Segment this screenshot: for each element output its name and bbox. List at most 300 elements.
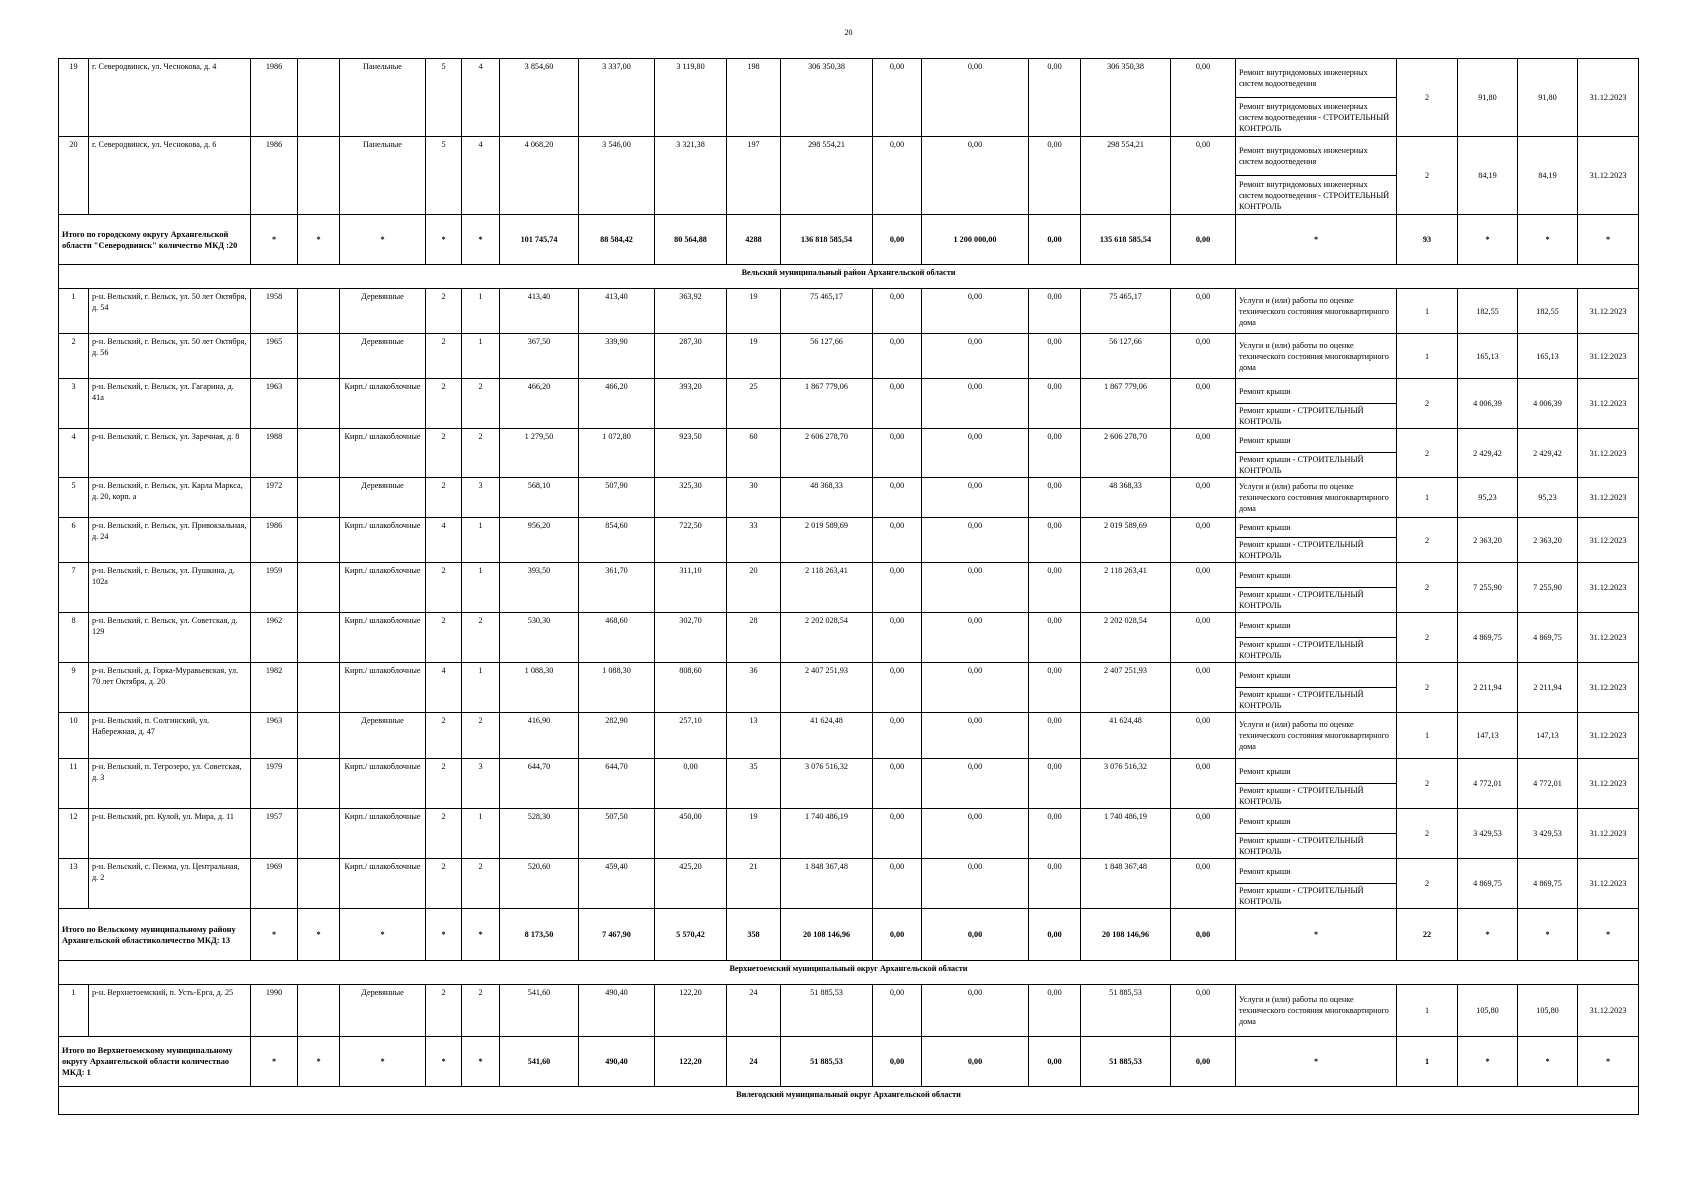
page-number: 20 — [844, 28, 853, 37]
floors-cell: * — [426, 1037, 462, 1087]
floors-cell: 2 — [426, 429, 462, 478]
total-cost-cell: 51 885,53 — [781, 1037, 873, 1087]
living-area-cell: 722,50 — [655, 518, 727, 563]
federal-fund-cell: 0,00 — [873, 759, 922, 809]
work-types-cell — [1236, 429, 1397, 478]
row-number-cell: 7 — [59, 563, 89, 613]
work-count-cell: 2 — [1397, 859, 1458, 909]
federal-fund-cell: 0,00 — [873, 1037, 922, 1087]
federal-fund-cell: 0,00 — [873, 334, 922, 379]
unit-cost-cell: 3 429,53 — [1458, 809, 1518, 859]
local-budget-cell: 0,00 — [1029, 909, 1081, 961]
owners-funds-cell: 41 624,48 — [1081, 713, 1171, 759]
local-budget-cell: 0,00 — [1029, 613, 1081, 663]
total-cost-cell: 2 606 278,70 — [781, 429, 873, 478]
work-types-cell — [1236, 809, 1397, 859]
work-count-cell: 2 — [1397, 809, 1458, 859]
floors-cell: 2 — [426, 809, 462, 859]
regional-budget-cell: 0,00 — [922, 518, 1029, 563]
living-area-cell: 3 321,38 — [655, 137, 727, 215]
row-number-cell: 6 — [59, 518, 89, 563]
blank-cell: * — [298, 215, 340, 265]
regional-budget-cell: 0,00 — [922, 909, 1029, 961]
unit-cost-cell: 4 006,39 — [1458, 379, 1518, 429]
deadline-cell: 31.12.2023 — [1578, 613, 1639, 663]
residents-cell: 36 — [727, 663, 781, 713]
work-type-item: Ремонт крыши — [1239, 620, 1291, 630]
work-types-cell: * — [1236, 909, 1397, 961]
total-cost-cell: 2 118 263,41 — [781, 563, 873, 613]
local-budget-cell: 0,00 — [1029, 663, 1081, 713]
total-cost-cell: 2 407 251,93 — [781, 663, 873, 713]
deadline-cell: * — [1578, 909, 1639, 961]
federal-fund-cell: 0,00 — [873, 379, 922, 429]
living-area-cell: 325,30 — [655, 478, 727, 518]
year-cell: 1963 — [251, 379, 298, 429]
year-cell: * — [251, 215, 298, 265]
living-area-cell: 122,20 — [655, 1037, 727, 1087]
unit-cost-cell: 182,55 — [1458, 289, 1518, 334]
blank-cell — [298, 429, 340, 478]
owners-funds-cell: 1 848 367,48 — [1081, 859, 1171, 909]
table-row — [59, 429, 1639, 478]
unit-cost-cell: 2 429,42 — [1458, 429, 1518, 478]
floors-cell: 5 — [426, 137, 462, 215]
federal-fund-cell: 0,00 — [873, 215, 922, 265]
wall-material-cell: Кирп./ шлакоблочные — [340, 613, 426, 663]
wall-material-cell: * — [340, 1037, 426, 1087]
work-types-cell — [1236, 518, 1397, 563]
entrances-cell: 1 — [462, 563, 500, 613]
max-unit-cost-cell: * — [1518, 1037, 1578, 1087]
owners-funds-cell: 2 606 278,70 — [1081, 429, 1171, 478]
wall-material-cell: Деревянные — [340, 289, 426, 334]
residents-cell: 19 — [727, 334, 781, 379]
other-funds-cell: 0,00 — [1171, 859, 1236, 909]
living-area-cell: 363,92 — [655, 289, 727, 334]
premises-area-cell: 507,50 — [579, 809, 655, 859]
total-area-cell: 528,30 — [500, 809, 579, 859]
work-type-item: Ремонт крыши - СТРОИТЕЛЬНЫЙ КОНТРОЛЬ — [1236, 833, 1396, 858]
regional-budget-cell: 0,00 — [922, 859, 1029, 909]
blank-cell: * — [298, 909, 340, 961]
entrances-cell: 2 — [462, 379, 500, 429]
work-count-cell: 1 — [1397, 289, 1458, 334]
total-cost-cell: 1 867 779,06 — [781, 379, 873, 429]
floors-cell: 5 — [426, 59, 462, 137]
total-label: Итого по городскому округу Архангельской области "Северодвинск" количество МКД :20 — [59, 215, 251, 265]
work-types-cell — [1236, 613, 1397, 663]
other-funds-cell: 0,00 — [1171, 59, 1236, 137]
other-funds-cell: 0,00 — [1171, 1037, 1236, 1087]
blank-cell — [298, 759, 340, 809]
work-type-item: Ремонт крыши - СТРОИТЕЛЬНЫЙ КОНТРОЛЬ — [1236, 687, 1396, 712]
work-count-cell: 1 — [1397, 1037, 1458, 1087]
floors-cell: * — [426, 215, 462, 265]
year-cell: * — [251, 1037, 298, 1087]
blank-cell — [298, 809, 340, 859]
local-budget-cell: 0,00 — [1029, 137, 1081, 215]
row-number-cell: 12 — [59, 809, 89, 859]
work-type-item: Ремонт крыши - СТРОИТЕЛЬНЫЙ КОНТРОЛЬ — [1236, 637, 1396, 662]
residents-cell: 358 — [727, 909, 781, 961]
residents-cell: 33 — [727, 518, 781, 563]
federal-fund-cell: 0,00 — [873, 809, 922, 859]
entrances-cell: * — [462, 215, 500, 265]
total-row — [59, 1037, 1639, 1087]
unit-cost-cell: 95,23 — [1458, 478, 1518, 518]
owners-funds-cell: 51 885,53 — [1081, 985, 1171, 1037]
premises-area-cell: 339,90 — [579, 334, 655, 379]
residents-cell: 28 — [727, 613, 781, 663]
unit-cost-cell: 91,80 — [1458, 59, 1518, 137]
blank-cell — [298, 334, 340, 379]
max-unit-cost-cell: * — [1518, 909, 1578, 961]
address-cell: г. Северодвинск, ул. Чеснокова, д. 6 — [89, 137, 251, 215]
local-budget-cell: 0,00 — [1029, 563, 1081, 613]
other-funds-cell: 0,00 — [1171, 909, 1236, 961]
address-cell: р-н. Вельский, г. Вельск, ул. 50 лет Октября, д. 56 — [89, 334, 251, 379]
floors-cell: 2 — [426, 985, 462, 1037]
other-funds-cell: 0,00 — [1171, 809, 1236, 859]
premises-area-cell: 88 584,42 — [579, 215, 655, 265]
local-budget-cell: 0,00 — [1029, 985, 1081, 1037]
work-type-item: Ремонт внутридомовых инженерных систем водоотведения — [1239, 68, 1368, 88]
entrances-cell: 4 — [462, 137, 500, 215]
unit-cost-cell: 4 869,75 — [1458, 613, 1518, 663]
year-cell: 1988 — [251, 429, 298, 478]
work-types-cell — [1236, 563, 1397, 613]
federal-fund-cell: 0,00 — [873, 985, 922, 1037]
premises-area-cell: 459,40 — [579, 859, 655, 909]
table-row — [59, 759, 1639, 809]
other-funds-cell: 0,00 — [1171, 518, 1236, 563]
total-area-cell: 4 068,20 — [500, 137, 579, 215]
year-cell: 1982 — [251, 663, 298, 713]
work-type-item: Ремонт крыши - СТРОИТЕЛЬНЫЙ КОНТРОЛЬ — [1236, 587, 1396, 612]
work-type-item: Услуги и (или) работы по оценке технического состояния многоквартирного дома — [1239, 340, 1389, 372]
year-cell: 1986 — [251, 59, 298, 137]
year-cell: 1958 — [251, 289, 298, 334]
wall-material-cell: Панельные — [340, 59, 426, 137]
owners-funds-cell: 306 350,38 — [1081, 59, 1171, 137]
local-budget-cell: 0,00 — [1029, 59, 1081, 137]
entrances-cell: 2 — [462, 713, 500, 759]
year-cell: 1986 — [251, 137, 298, 215]
unit-cost-cell: * — [1458, 909, 1518, 961]
floors-cell: 2 — [426, 334, 462, 379]
work-count-cell: 2 — [1397, 518, 1458, 563]
floors-cell: 2 — [426, 713, 462, 759]
wall-material-cell: Кирп./ шлакоблочные — [340, 563, 426, 613]
total-area-cell: 393,50 — [500, 563, 579, 613]
total-cost-cell: 1 740 486,19 — [781, 809, 873, 859]
total-area-cell: 8 173,50 — [500, 909, 579, 961]
unit-cost-cell: 165,13 — [1458, 334, 1518, 379]
row-number-cell: 4 — [59, 429, 89, 478]
owners-funds-cell: 2 407 251,93 — [1081, 663, 1171, 713]
living-area-cell: 287,30 — [655, 334, 727, 379]
unit-cost-cell: 2 363,20 — [1458, 518, 1518, 563]
deadline-cell: 31.12.2023 — [1578, 429, 1639, 478]
premises-area-cell: 7 467,90 — [579, 909, 655, 961]
work-count-cell: 2 — [1397, 663, 1458, 713]
wall-material-cell: Кирп./ шлакоблочные — [340, 429, 426, 478]
deadline-cell: 31.12.2023 — [1578, 137, 1639, 215]
blank-cell — [298, 613, 340, 663]
total-area-cell: 1 088,30 — [500, 663, 579, 713]
regional-budget-cell: 0,00 — [922, 809, 1029, 859]
address-cell: р-н. Вельский, г. Вельск, ул. Карла Маркса, д. 20, корп. а — [89, 478, 251, 518]
owners-funds-cell: 135 618 585,54 — [1081, 215, 1171, 265]
unit-cost-cell: 2 211,94 — [1458, 663, 1518, 713]
local-budget-cell: 0,00 — [1029, 859, 1081, 909]
living-area-cell: 311,10 — [655, 563, 727, 613]
work-count-cell: 1 — [1397, 478, 1458, 518]
table-row — [59, 985, 1639, 1037]
deadline-cell: 31.12.2023 — [1578, 379, 1639, 429]
entrances-cell: 2 — [462, 429, 500, 478]
max-unit-cost-cell: 2 429,42 — [1518, 429, 1578, 478]
max-unit-cost-cell: 7 255,90 — [1518, 563, 1578, 613]
blank-cell: * — [298, 1037, 340, 1087]
living-area-cell: 257,10 — [655, 713, 727, 759]
living-area-cell: 302,70 — [655, 613, 727, 663]
work-types-cell — [1236, 859, 1397, 909]
premises-area-cell: 1 072,80 — [579, 429, 655, 478]
deadline-cell: 31.12.2023 — [1578, 289, 1639, 334]
wall-material-cell: Деревянные — [340, 478, 426, 518]
regional-budget-cell: 0,00 — [922, 289, 1029, 334]
residents-cell: 24 — [727, 1037, 781, 1087]
work-types-cell — [1236, 759, 1397, 809]
address-cell: р-н. Вельский, д. Горка-Муравьевская, ул. 70 лет Октября, д. 20 — [89, 663, 251, 713]
owners-funds-cell: 75 465,17 — [1081, 289, 1171, 334]
entrances-cell: * — [462, 909, 500, 961]
section-title: Вилегодский муниципальный округ Архангельской области — [59, 1087, 1639, 1115]
floors-cell: 4 — [426, 518, 462, 563]
blank-cell — [298, 379, 340, 429]
table-row — [59, 334, 1639, 379]
total-area-cell: 1 279,50 — [500, 429, 579, 478]
federal-fund-cell: 0,00 — [873, 289, 922, 334]
other-funds-cell: 0,00 — [1171, 985, 1236, 1037]
address-cell: р-н. Вельский, с. Пежма, ул. Центральная, д. 2 — [89, 859, 251, 909]
year-cell: 1986 — [251, 518, 298, 563]
regional-budget-cell: 0,00 — [922, 713, 1029, 759]
premises-area-cell: 1 088,30 — [579, 663, 655, 713]
total-area-cell: 530,30 — [500, 613, 579, 663]
other-funds-cell: 0,00 — [1171, 334, 1236, 379]
max-unit-cost-cell: 91,80 — [1518, 59, 1578, 137]
wall-material-cell: Деревянные — [340, 334, 426, 379]
year-cell: 1969 — [251, 859, 298, 909]
residents-cell: 30 — [727, 478, 781, 518]
entrances-cell: 4 — [462, 59, 500, 137]
work-type-item: Ремонт крыши — [1239, 570, 1291, 580]
row-number-cell: 2 — [59, 334, 89, 379]
owners-funds-cell: 3 076 516,32 — [1081, 759, 1171, 809]
living-area-cell: 5 570,42 — [655, 909, 727, 961]
local-budget-cell: 0,00 — [1029, 759, 1081, 809]
work-type-item: Ремонт крыши — [1239, 766, 1291, 776]
premises-area-cell: 466,20 — [579, 379, 655, 429]
address-cell: р-н. Вельский, рп. Кулой, ул. Мира, д. 11 — [89, 809, 251, 859]
total-label: Итого по Верхнетоемскому муниципальному округу Архангельской области количествао МКД: 1 — [59, 1037, 251, 1087]
local-budget-cell: 0,00 — [1029, 379, 1081, 429]
entrances-cell: 2 — [462, 859, 500, 909]
work-type-item: Ремонт крыши - СТРОИТЕЛЬНЫЙ КОНТРОЛЬ — [1236, 452, 1396, 477]
blank-cell — [298, 478, 340, 518]
local-budget-cell: 0,00 — [1029, 713, 1081, 759]
entrances-cell: 1 — [462, 663, 500, 713]
residents-cell: 20 — [727, 563, 781, 613]
federal-fund-cell: 0,00 — [873, 713, 922, 759]
federal-fund-cell: 0,00 — [873, 429, 922, 478]
unit-cost-cell: 147,13 — [1458, 713, 1518, 759]
entrances-cell: 3 — [462, 478, 500, 518]
max-unit-cost-cell: 4 772,01 — [1518, 759, 1578, 809]
entrances-cell: * — [462, 1037, 500, 1087]
address-cell: р-н. Вельский, г. Вельск, ул. 50 лет Октября, д. 54 — [89, 289, 251, 334]
total-area-cell: 416,90 — [500, 713, 579, 759]
work-type-item: Ремонт крыши — [1239, 866, 1291, 876]
residents-cell: 19 — [727, 809, 781, 859]
row-number-cell: 10 — [59, 713, 89, 759]
total-cost-cell: 2 202 028,54 — [781, 613, 873, 663]
table-row — [59, 137, 1639, 215]
total-cost-cell: 3 076 516,32 — [781, 759, 873, 809]
address-cell: р-н. Вельский, г. Вельск, ул. Заречная, д. 8 — [89, 429, 251, 478]
work-type-item: Ремонт крыши — [1239, 816, 1291, 826]
premises-area-cell: 490,40 — [579, 985, 655, 1037]
section-title: Вельский муниципальный район Архангельской области — [59, 265, 1639, 289]
entrances-cell: 1 — [462, 289, 500, 334]
owners-funds-cell: 2 118 263,41 — [1081, 563, 1171, 613]
total-area-cell: 520,60 — [500, 859, 579, 909]
floors-cell: * — [426, 909, 462, 961]
work-type-item: Ремонт крыши — [1239, 436, 1291, 445]
regional-budget-cell: 0,00 — [922, 429, 1029, 478]
other-funds-cell: 0,00 — [1171, 759, 1236, 809]
year-cell: 1990 — [251, 985, 298, 1037]
row-number-cell: 5 — [59, 478, 89, 518]
local-budget-cell: 0,00 — [1029, 1037, 1081, 1087]
residents-cell: 13 — [727, 713, 781, 759]
address-cell: р-н. Вельский, г. Вельск, ул. Советская, д. 129 — [89, 613, 251, 663]
table-row — [59, 563, 1639, 613]
work-types-cell — [1236, 334, 1397, 379]
row-number-cell: 19 — [59, 59, 89, 137]
blank-cell — [298, 289, 340, 334]
row-number-cell: 1 — [59, 985, 89, 1037]
total-cost-cell: 306 350,38 — [781, 59, 873, 137]
local-budget-cell: 0,00 — [1029, 289, 1081, 334]
row-number-cell: 11 — [59, 759, 89, 809]
max-unit-cost-cell: 2 211,94 — [1518, 663, 1578, 713]
wall-material-cell: Кирп./ шлакоблочные — [340, 379, 426, 429]
floors-cell: 2 — [426, 563, 462, 613]
work-count-cell: 1 — [1397, 713, 1458, 759]
address-cell: р-н. Вельский, п. Тегрозеро, ул. Советская, д. 3 — [89, 759, 251, 809]
other-funds-cell: 0,00 — [1171, 289, 1236, 334]
max-unit-cost-cell: 4 869,75 — [1518, 859, 1578, 909]
total-cost-cell: 298 554,21 — [781, 137, 873, 215]
work-count-cell: 2 — [1397, 429, 1458, 478]
total-cost-cell: 2 019 589,69 — [781, 518, 873, 563]
capital-repair-table — [58, 58, 1639, 1115]
total-area-cell: 541,60 — [500, 985, 579, 1037]
owners-funds-cell: 1 740 486,19 — [1081, 809, 1171, 859]
blank-cell — [298, 137, 340, 215]
deadline-cell: 31.12.2023 — [1578, 859, 1639, 909]
table-row — [59, 859, 1639, 909]
owners-funds-cell: 298 554,21 — [1081, 137, 1171, 215]
residents-cell: 19 — [727, 289, 781, 334]
floors-cell: 2 — [426, 759, 462, 809]
owners-funds-cell: 2 019 589,69 — [1081, 518, 1171, 563]
year-cell: * — [251, 909, 298, 961]
deadline-cell: 31.12.2023 — [1578, 563, 1639, 613]
table-row — [59, 379, 1639, 429]
work-type-item: Услуги и (или) работы по оценке технического состояния многоквартирного дома — [1239, 295, 1389, 327]
floors-cell: 4 — [426, 663, 462, 713]
floors-cell: 2 — [426, 289, 462, 334]
deadline-cell: 31.12.2023 — [1578, 759, 1639, 809]
other-funds-cell: 0,00 — [1171, 663, 1236, 713]
total-cost-cell: 41 624,48 — [781, 713, 873, 759]
premises-area-cell: 507,90 — [579, 478, 655, 518]
wall-material-cell: Панельные — [340, 137, 426, 215]
total-area-cell: 956,20 — [500, 518, 579, 563]
living-area-cell: 808,60 — [655, 663, 727, 713]
total-cost-cell: 1 848 367,48 — [781, 859, 873, 909]
work-count-cell: 2 — [1397, 613, 1458, 663]
other-funds-cell: 0,00 — [1171, 713, 1236, 759]
regional-budget-cell: 0,00 — [922, 613, 1029, 663]
work-types-cell — [1236, 663, 1397, 713]
section-header-row — [59, 961, 1639, 985]
residents-cell: 21 — [727, 859, 781, 909]
work-type-item: Ремонт крыши — [1239, 523, 1291, 532]
living-area-cell: 122,20 — [655, 985, 727, 1037]
work-count-cell: 93 — [1397, 215, 1458, 265]
federal-fund-cell: 0,00 — [873, 518, 922, 563]
work-type-item: Ремонт крыши - СТРОИТЕЛЬНЫЙ КОНТРОЛЬ — [1236, 883, 1396, 908]
total-area-cell: 413,40 — [500, 289, 579, 334]
total-cost-cell: 48 368,33 — [781, 478, 873, 518]
living-area-cell: 0,00 — [655, 759, 727, 809]
owners-funds-cell: 51 885,53 — [1081, 1037, 1171, 1087]
regional-budget-cell: 0,00 — [922, 663, 1029, 713]
table-row — [59, 478, 1639, 518]
address-cell: р-н. Вельский, г. Вельск, ул. Привокзальная, д. 24 — [89, 518, 251, 563]
work-type-item: Услуги и (или) работы по оценке технического состояния многоквартирного дома — [1239, 995, 1389, 1026]
residents-cell: 197 — [727, 137, 781, 215]
section-header-row — [59, 1087, 1639, 1115]
section-header-row — [59, 265, 1639, 289]
year-cell: 1965 — [251, 334, 298, 379]
deadline-cell: 31.12.2023 — [1578, 334, 1639, 379]
max-unit-cost-cell: 147,13 — [1518, 713, 1578, 759]
max-unit-cost-cell: 182,55 — [1518, 289, 1578, 334]
owners-funds-cell: 2 202 028,54 — [1081, 613, 1171, 663]
row-number-cell: 13 — [59, 859, 89, 909]
total-area-cell: 644,70 — [500, 759, 579, 809]
year-cell: 1963 — [251, 713, 298, 759]
premises-area-cell: 282,90 — [579, 713, 655, 759]
address-cell: р-н. Вельский, п. Солгинский, ул. Набережная, д. 47 — [89, 713, 251, 759]
